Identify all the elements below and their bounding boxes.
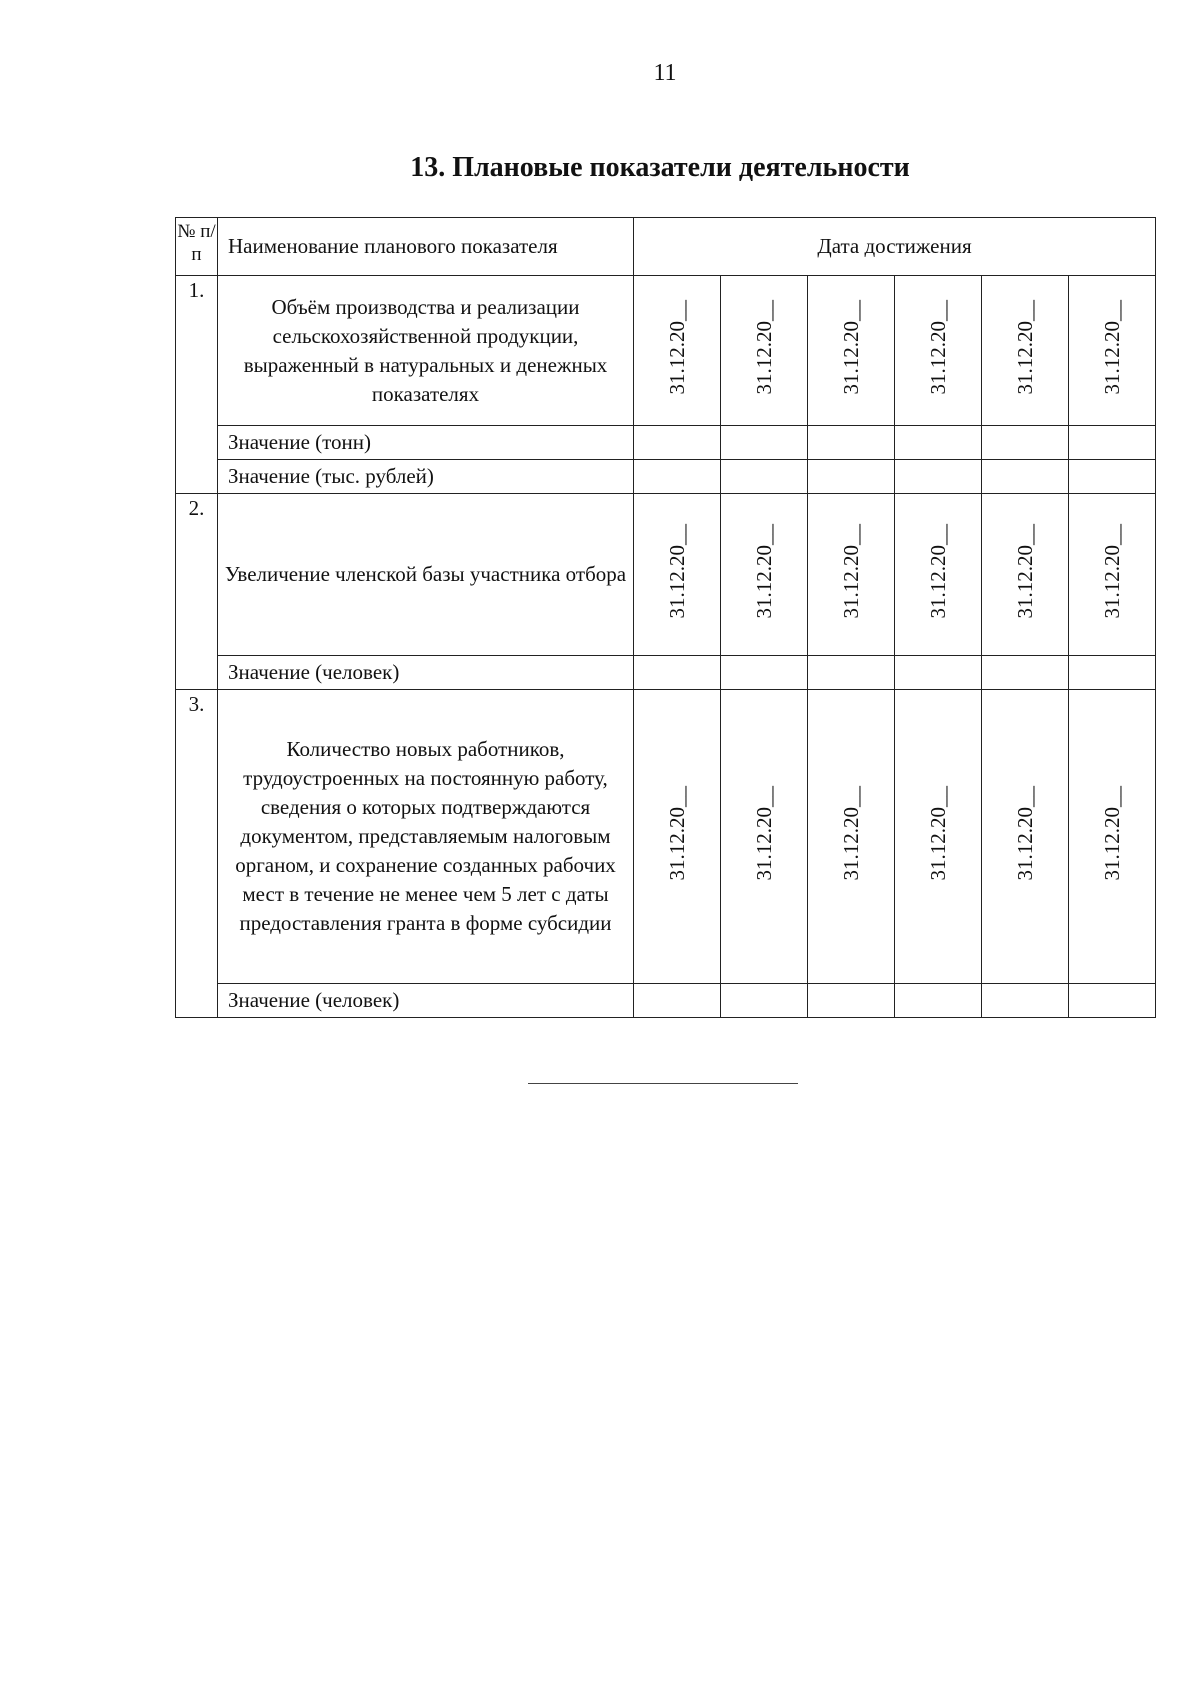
date-cell	[721, 276, 808, 426]
value-cell	[982, 426, 1069, 460]
header-name: Наименование планового показателя	[218, 218, 634, 276]
date-cell	[982, 690, 1069, 984]
date-text: 31.12.20__	[925, 786, 950, 881]
date-text: 31.12.20__	[1099, 786, 1124, 881]
date-cell	[634, 494, 721, 656]
value-cell	[634, 984, 721, 1018]
value-cell	[721, 656, 808, 690]
date-text: 31.12.20__	[751, 786, 776, 881]
date-text: 31.12.20__	[1099, 300, 1124, 395]
value-cell	[808, 426, 895, 460]
value-row	[176, 984, 1156, 1018]
indicator-name: Увеличение членской базы участника отбора	[218, 494, 634, 656]
date-text: 31.12.20__	[1099, 524, 1124, 619]
value-cell	[895, 656, 982, 690]
value-cell	[721, 426, 808, 460]
value-cell	[982, 656, 1069, 690]
footer-rule	[528, 1083, 798, 1084]
table-row	[176, 494, 1156, 656]
section-title: 13. Плановые показатели деятельности	[410, 152, 910, 183]
date-cell	[895, 276, 982, 426]
value-label: Значение (тонн)	[218, 426, 634, 460]
value-cell	[721, 984, 808, 1018]
value-row	[176, 460, 1156, 494]
value-cell	[1069, 460, 1156, 494]
value-label: Значение (тыс. рублей)	[218, 460, 634, 494]
row-number: 3.	[176, 690, 218, 1018]
value-cell	[1069, 984, 1156, 1018]
date-cell	[895, 690, 982, 984]
header-num: № п/п	[176, 218, 218, 276]
date-cell	[721, 494, 808, 656]
date-text: 31.12.20__	[838, 786, 863, 881]
value-cell	[895, 460, 982, 494]
value-cell	[721, 460, 808, 494]
row-number: 2.	[176, 494, 218, 690]
date-cell	[808, 494, 895, 656]
table-row	[176, 690, 1156, 984]
value-cell	[634, 656, 721, 690]
date-text: 31.12.20__	[925, 524, 950, 619]
indicator-name: Количество новых работников, трудоустроенных на постоянную работу, сведения о которых подтверждаются документом, представляемым налоговым органом, и сохранение созданных рабочих мест в течение не менее чем 5 лет с даты предоставления гранта в форме субсидии	[218, 690, 634, 984]
date-text: 31.12.20__	[1012, 786, 1037, 881]
date-text: 31.12.20__	[751, 300, 776, 395]
date-text: 31.12.20__	[1012, 300, 1037, 395]
value-label: Значение (человек)	[218, 656, 634, 690]
date-cell	[1069, 494, 1156, 656]
date-text: 31.12.20__	[751, 524, 776, 619]
value-row	[176, 656, 1156, 690]
table-row	[176, 276, 1156, 426]
table-header-row	[176, 218, 1156, 276]
date-cell	[1069, 276, 1156, 426]
value-cell	[808, 460, 895, 494]
plan-indicators-table	[175, 217, 1156, 1018]
value-cell	[1069, 656, 1156, 690]
value-cell	[808, 984, 895, 1018]
indicator-name: Объём производства и реализации сельскохозяйственной продукции, выраженный в натуральных и денежных показателях	[218, 276, 634, 426]
date-text: 31.12.20__	[664, 524, 689, 619]
value-label: Значение (человек)	[218, 984, 634, 1018]
value-cell	[634, 460, 721, 494]
date-cell	[982, 494, 1069, 656]
header-date: Дата достижения	[634, 218, 1156, 276]
date-cell	[721, 690, 808, 984]
row-number: 1.	[176, 276, 218, 494]
date-text: 31.12.20__	[664, 300, 689, 395]
date-cell	[1069, 690, 1156, 984]
date-text: 31.12.20__	[838, 524, 863, 619]
value-row	[176, 426, 1156, 460]
value-cell	[895, 984, 982, 1018]
value-cell	[634, 426, 721, 460]
date-cell	[808, 690, 895, 984]
date-cell	[982, 276, 1069, 426]
value-cell	[808, 656, 895, 690]
date-cell	[634, 690, 721, 984]
date-cell	[634, 276, 721, 426]
date-text: 31.12.20__	[838, 300, 863, 395]
value-cell	[982, 460, 1069, 494]
date-text: 31.12.20__	[1012, 524, 1037, 619]
date-cell	[895, 494, 982, 656]
value-cell	[895, 426, 982, 460]
value-cell	[1069, 426, 1156, 460]
value-cell	[982, 984, 1069, 1018]
page-number: 11	[653, 60, 677, 86]
date-cell	[808, 276, 895, 426]
date-text: 31.12.20__	[664, 786, 689, 881]
date-text: 31.12.20__	[925, 300, 950, 395]
